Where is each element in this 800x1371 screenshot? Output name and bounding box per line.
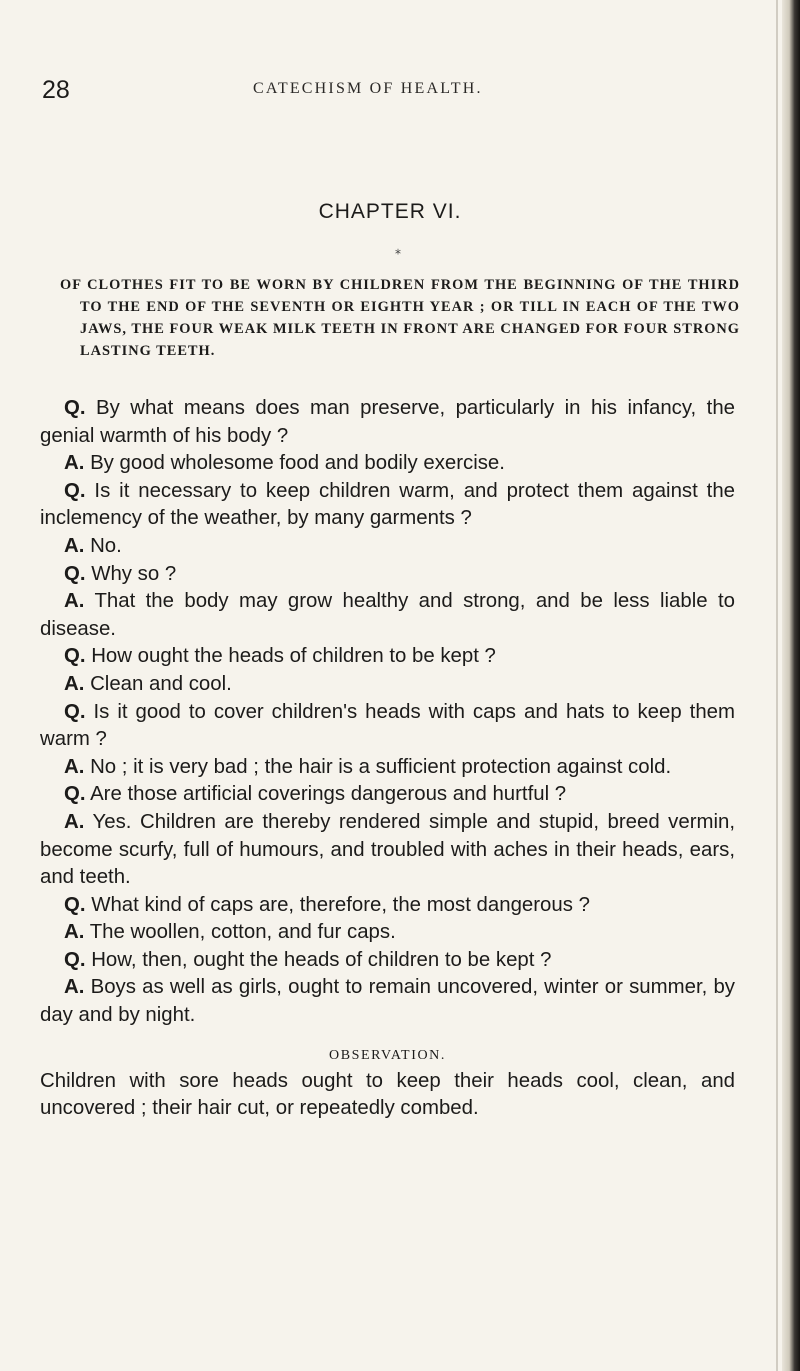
observation-text: Children with sore heads ought to keep their heads cool, clean, and uncovered ; their hair cut, or repeatedly combed. [40,1069,735,1120]
observation-heading: OBSERVATION. [328,1047,446,1063]
book-spine-edge [782,0,800,1371]
qa-entry: Q. Is it good to cover children's heads with caps and hats to keep them warm ? [40,700,735,751]
chapter-subtitle-text: OF CLOTHES FIT TO BE WORN BY CHILDREN FROM THE BEGINNING OF THE THIRD TO THE END OF THE SEVENTH OR EIGHTH YEAR ; OR TILL IN EACH OF THE TWO JAWS, THE FOUR WEAK MILK TEETH IN FRONT ARE CHANGED FOR FOUR STRONG LASTING TEETH. [60,277,740,359]
qa-entry: A. By good wholesome food and bodily exercise. [64,452,505,475]
chapter-title: CHAPTER VI. [318,200,462,223]
catechism-body [40,395,735,1123]
chapter-subtitle [60,274,740,362]
qa-entry: A. No ; it is very bad ; the hair is a sufficient protection against cold. [64,755,672,778]
qa-entry: A. No. [64,534,122,557]
running-title: CATECHISM OF HEALTH. [253,80,483,97]
qa-entry: Q. How, then, ought the heads of children to be kept ? [64,948,552,971]
qa-entry: Q. Is it necessary to keep children warm, and protect them against the inclemency of the weather, by many garments ? [40,479,735,530]
qa-entry: A. The woollen, cotton, and fur caps. [64,921,396,944]
ornament-mark-icon: ⁎ [395,243,401,257]
qa-entry: A. Yes. Children are thereby rendered simple and stupid, breed vermin, become scurfy, full of humours, and troubled with aches in their heads, ears, and teeth. [40,810,736,889]
qa-entry: Q. By what means does man preserve, particularly in his infancy, the genial warmth of his body ? [40,397,735,447]
running-header [0,76,780,106]
qa-entry: A. That the body may grow healthy and strong, and be less liable to disease. [40,590,735,640]
qa-entry: A. Clean and cool. [64,672,232,695]
qa-entry: Q. How ought the heads of children to be kept ? [64,645,496,668]
qa-entry: Q. What kind of caps are, therefore, the most dangerous ? [64,893,590,916]
qa-entry: Q. Are those artificial coverings dangerous and hurtful ? [64,783,567,806]
page-number: 28 [42,76,70,104]
qa-entry: A. Boys as well as girls, ought to remain uncovered, winter or summer, by day and by night. [40,976,735,1027]
qa-entry: Q. Why so ? [64,562,177,585]
